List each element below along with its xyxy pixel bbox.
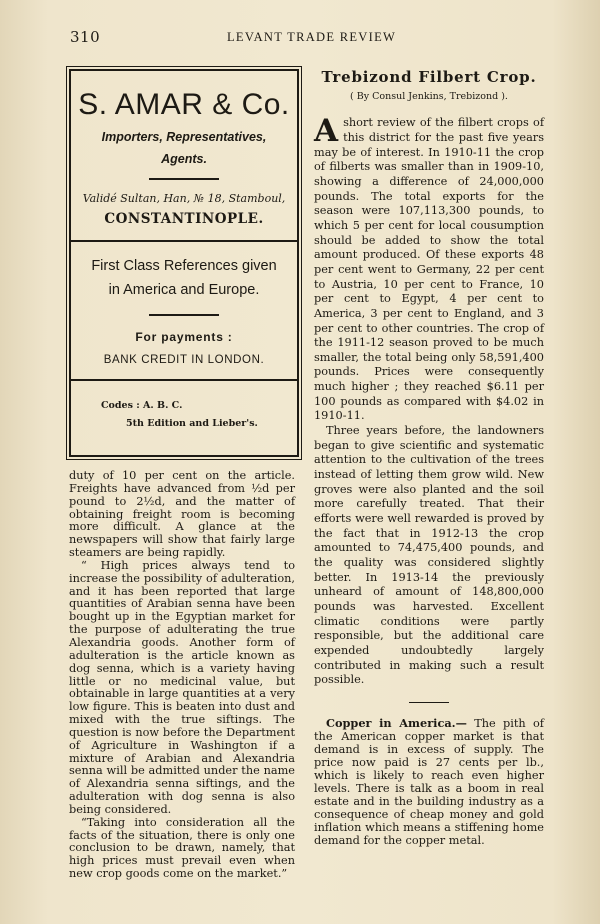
ad-payments-value: BANK CREDIT IN LONDON. [103, 354, 265, 366]
left-paragraph-1: duty of 10 per cent on the article. Freights have advanced from ½d per pound to 2½d, and the matter of obtaining freight room is becoming more difficult. A glance at the newspapers will show that fairly large steamers are being rapidly. [69, 469, 295, 560]
article-paragraph-1 [314, 113, 544, 424]
ad-address: Validé Sultan, Han, № 18, Stamboul, [82, 192, 286, 205]
ad-city: CONSTANTINOPLE. [104, 211, 264, 227]
ad-full-divider-2 [71, 379, 297, 381]
section-divider [409, 702, 449, 703]
ad-divider-2 [149, 314, 219, 316]
advertisement-box [69, 69, 299, 457]
copper-heading: Copper in America.— [326, 715, 467, 730]
article-title: Trebizond Filbert Crop. [321, 68, 537, 86]
ad-payments-label: For payments : [135, 330, 233, 344]
ad-codes [101, 397, 297, 433]
ad-codes-line-2: 5th Edition and Lieber's. [126, 418, 258, 429]
running-head [62, 28, 552, 46]
ad-codes-line-1: Codes : A. B. C. [101, 400, 183, 411]
article-paragraph-2: Three years before, the landowners began to give scientific and systematic attention to the cultivation of the trees instead of letting them grow wild. New groves were also planted and the soil more carefully treated. That their efforts were well rewarded is proved by the fact that in 1912-13 the crop amounted to 74,475,400 pounds, and the quality was considered slightly better. In 1913-14 the previously unheard of amount of 148,800,000 pounds was harvested. Excellent climatic conditions were partly responsible, but the additional care expended undoubtedly largely contributed in making such a result possible. [314, 424, 544, 687]
ad-references-line-1: First Class References given [91, 258, 277, 274]
copper-text: The pith of the American copper market is that demand is in excess of supply. The price now paid is 27 cents per lb., which is likely to reach even higher levels. There is talk as a boom in real estate and in the building industry as a consequence of cheap money and gold inflation which means a stiffening home demand for the copper metal. [314, 716, 544, 847]
ad-references-line-2: in America and Europe. [108, 282, 260, 298]
right-column [314, 70, 544, 847]
left-column [69, 470, 295, 881]
left-paragraph-2: “ High prices always tend to increase the possibility of adulteration, and it has been reported that large quantities of Arabian senna have been bought up in the Egyptian market for the purpose of adulterating the true Alexandria goods. Another form of adulteration is the article known as dog senna, which is a variety having little or no medicinal value, but obtainable in large quantities at a very low figure. This is beaten into dust and mixed with the true siftings. The question is now before the Department of Agriculture in Washington if a mixture of Arabian and Alexandria senna will be admitted under the name of Alexandria senna siftings, and the adulteration with dog senna is also being considered. [69, 558, 295, 816]
drop-cap: A [314, 113, 339, 150]
ad-business-line-2: Agents. [161, 152, 207, 166]
journal-title: LEVANT TRADE REVIEW [227, 30, 397, 44]
ad-divider [149, 178, 219, 180]
page-number: 310 [70, 28, 101, 46]
left-paragraph-3: “Taking into consideration all the facts of the situation, there is only one conclusion to be drawn, namely, that high prices must prevail even when new crop goods come on the market.” [69, 815, 295, 881]
ad-full-divider [71, 240, 297, 242]
ad-company-name: S. AMAR & Co. [78, 88, 290, 121]
copper-paragraph [314, 717, 544, 847]
article-byline: ( By Consul Jenkins, Trebizond ). [350, 90, 508, 102]
ad-business-line: Importers, Representatives, [101, 130, 267, 144]
article-paragraph-1-text: short review of the filbert crops of this district for the past five years may be of interest. In 1910-11 the crop of filberts was smaller than in 1909-10, showing a difference of 24,000,000 pounds. The total exports for the season were 107,113,300 pounds, to which 5 per cent for local cousumption should be added to show the total amount produced. Of these exports 48 per cent went to Germany, 22 per cent to Austria, 10 per cent to France, 10 per cent to Egypt, 4 per cent to America, 3 per cent to England, and 3 per cent to other countries. The crop of the 1911-12 season proved to be much smaller, the total being only 58,591,400 pounds. Prices were consequently much higher ; they reached $6.11 per 100 pounds as compared with $4.02 in 1910-11. [314, 116, 544, 423]
ad-references [71, 254, 297, 302]
